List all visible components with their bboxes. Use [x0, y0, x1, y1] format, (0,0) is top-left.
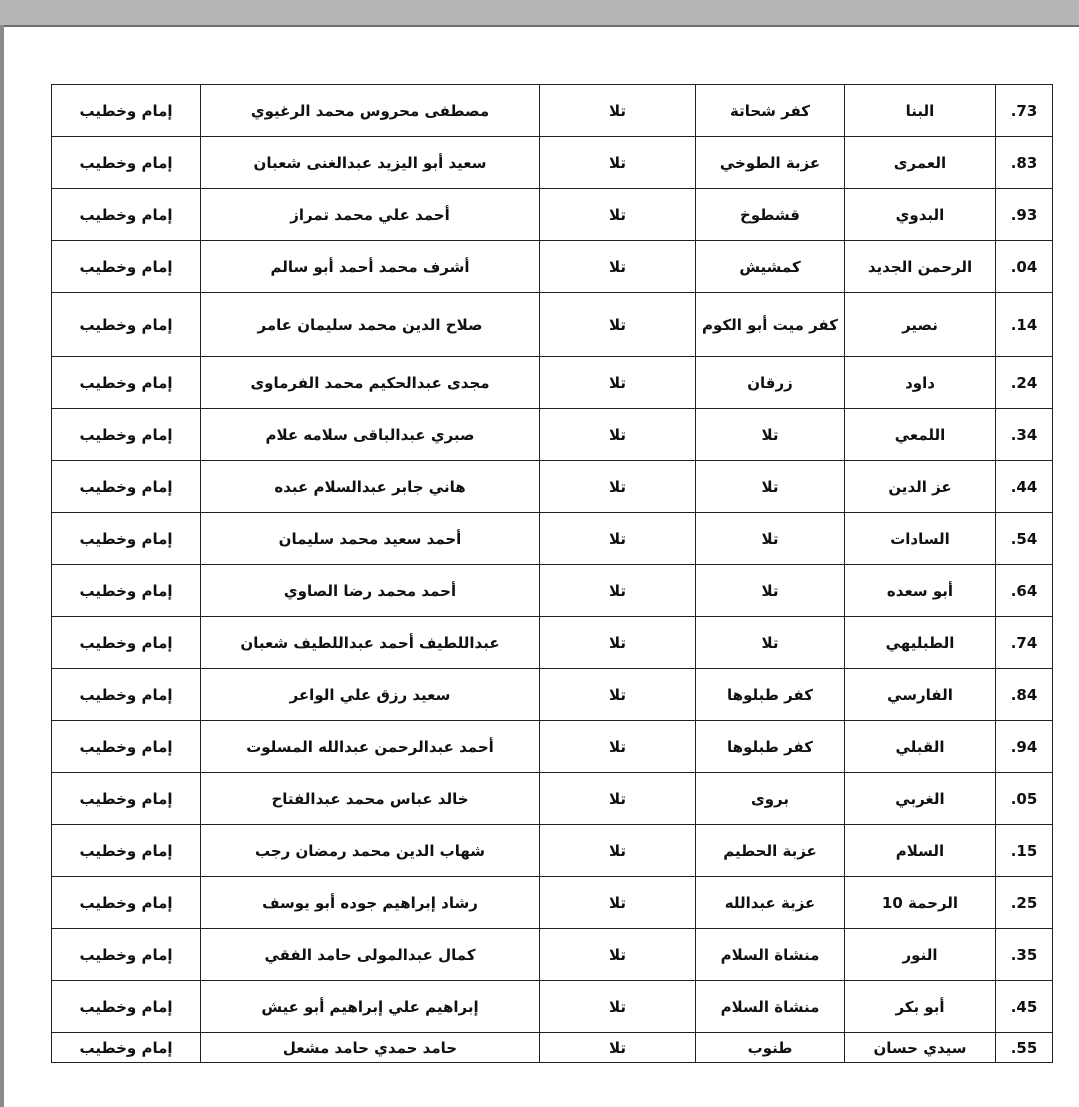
mosque-name-cell-text: أبو سعده [886, 581, 954, 600]
role-cell [52, 877, 201, 929]
center-cell-text: تلا [608, 945, 627, 964]
mosque-name-cell [845, 293, 996, 357]
imam-name-cell-text: صلاح الدين محمد سليمان عامر [257, 315, 483, 334]
imam-name-cell-text: عبداللطيف أحمد عبداللطيف شعبان [240, 633, 500, 652]
imam-name-cell-text: أحمد محمد رضا الصاوي [283, 581, 457, 600]
row-number [996, 293, 1053, 357]
mosque-name-cell-text: نصير [902, 315, 938, 334]
row-number-text: .45 [1010, 997, 1038, 1016]
imam-name-cell [201, 409, 540, 461]
row-number-text: .94 [1010, 737, 1038, 756]
mosque-name-cell-text: البنا [905, 101, 935, 120]
center-cell [540, 669, 696, 721]
mosque-name-cell-text: الرحمن الجديد [867, 257, 973, 276]
village-cell [696, 513, 845, 565]
row-number-text: .04 [1010, 257, 1038, 276]
table-row [52, 85, 1053, 137]
row-number-text: .25 [1010, 893, 1038, 912]
center-cell-text: تلا [608, 841, 627, 860]
imams-table [51, 84, 1053, 1063]
row-number [996, 409, 1053, 461]
center-cell-text: تلا [608, 315, 627, 334]
center-cell [540, 85, 696, 137]
role-cell [52, 825, 201, 877]
mosque-name-cell-text: داود [905, 373, 935, 392]
village-cell-text: تلا [761, 529, 779, 548]
table-row [52, 929, 1053, 981]
village-cell-text: كفر طبلوها [727, 685, 813, 704]
imam-name-cell-text: صبري عبدالباقى سلامه علام [265, 425, 475, 444]
mosque-name-cell [845, 669, 996, 721]
row-number-text: .14 [1010, 315, 1038, 334]
center-cell [540, 241, 696, 293]
mosque-name-cell [845, 929, 996, 981]
role-cell [52, 513, 201, 565]
village-cell-text: تلا [761, 477, 779, 496]
role-cell [52, 409, 201, 461]
center-cell [540, 981, 696, 1033]
village-cell-text: طنوب [747, 1038, 793, 1057]
mosque-name-cell [845, 241, 996, 293]
center-cell [540, 721, 696, 773]
imam-name-cell-text: خالد عباس محمد عبدالفتاح [271, 789, 469, 808]
role-cell [52, 617, 201, 669]
table-row [52, 669, 1053, 721]
village-cell [696, 1033, 845, 1063]
village-cell [696, 461, 845, 513]
imam-name-cell-text: أحمد عبدالرحمن عبدالله المسلوت [246, 737, 494, 756]
village-cell [696, 669, 845, 721]
table-row [52, 513, 1053, 565]
role-cell [52, 669, 201, 721]
imam-name-cell [201, 241, 540, 293]
imam-name-cell [201, 513, 540, 565]
role-cell [52, 773, 201, 825]
table-row [52, 721, 1053, 773]
role-cell-text: إمام وخطيب [79, 373, 173, 392]
window-top-bar [0, 0, 1079, 27]
village-cell [696, 929, 845, 981]
imam-name-cell-text: سعيد أبو اليزيد عبدالغنى شعبان [253, 153, 487, 172]
mosque-name-cell [845, 617, 996, 669]
role-cell-text: إمام وخطيب [79, 205, 173, 224]
imam-name-cell-text: رشاد إبراهيم جوده أبو يوسف [262, 893, 478, 912]
table-row [52, 1033, 1053, 1063]
imam-name-cell-text: أشرف محمد أحمد أبو سالم [270, 257, 470, 276]
imam-name-cell [201, 357, 540, 409]
row-number-text: .83 [1010, 153, 1038, 172]
table-row [52, 773, 1053, 825]
role-cell [52, 981, 201, 1033]
center-cell-text: تلا [608, 633, 627, 652]
role-cell-text: إمام وخطيب [79, 997, 173, 1016]
center-cell [540, 877, 696, 929]
role-cell [52, 1033, 201, 1063]
row-number-text: .24 [1010, 373, 1038, 392]
mosque-name-cell-text: الرحمة 10 [881, 893, 959, 912]
row-number-text: .84 [1010, 685, 1038, 704]
mosque-name-cell-text: السادات [890, 529, 950, 548]
imam-name-cell-text: أحمد علي محمد تمراز [290, 205, 450, 224]
mosque-name-cell-text: العمرى [893, 153, 947, 172]
imam-name-cell [201, 617, 540, 669]
imam-name-cell-text: سعيد رزق علي الواعر [289, 685, 451, 704]
role-cell-text: إمام وخطيب [79, 581, 173, 600]
table-row [52, 825, 1053, 877]
role-cell-text: إمام وخطيب [79, 789, 173, 808]
center-cell [540, 357, 696, 409]
row-number [996, 85, 1053, 137]
center-cell [540, 929, 696, 981]
imam-name-cell [201, 825, 540, 877]
village-cell-text: تلا [761, 633, 779, 652]
row-number [996, 357, 1053, 409]
center-cell [540, 461, 696, 513]
mosque-name-cell [845, 137, 996, 189]
table-row [52, 293, 1053, 357]
center-cell-text: تلا [608, 529, 627, 548]
center-cell-text: تلا [608, 737, 627, 756]
mosque-name-cell-text: النور [902, 945, 938, 964]
center-cell-text: تلا [608, 789, 627, 808]
center-cell [540, 293, 696, 357]
mosque-name-cell [845, 981, 996, 1033]
row-number [996, 617, 1053, 669]
imam-name-cell [201, 929, 540, 981]
village-cell [696, 85, 845, 137]
role-cell-text: إمام وخطيب [79, 425, 173, 444]
imam-name-cell-text: هاني جابر عبدالسلام عبده [274, 477, 466, 496]
table-row [52, 565, 1053, 617]
mosque-name-cell-text: اللمعي [894, 425, 946, 444]
imam-name-cell-text: شهاب الدين محمد رمضان رجب [254, 841, 486, 860]
row-number-text: .73 [1010, 101, 1038, 120]
village-cell [696, 825, 845, 877]
row-number [996, 565, 1053, 617]
role-cell-text: إمام وخطيب [79, 1038, 173, 1057]
role-cell-text: إمام وخطيب [79, 153, 173, 172]
row-number-text: .55 [1010, 1038, 1038, 1057]
mosque-name-cell [845, 877, 996, 929]
row-number [996, 929, 1053, 981]
row-number [996, 773, 1053, 825]
mosque-name-cell [845, 721, 996, 773]
center-cell-text: تلا [608, 997, 627, 1016]
village-cell-text: زرقان [747, 373, 793, 392]
mosque-name-cell-text: البدوي [895, 205, 945, 224]
imam-name-cell [201, 721, 540, 773]
role-cell-text: إمام وخطيب [79, 529, 173, 548]
village-cell-text: عزبة الحطيم [723, 841, 817, 860]
mosque-name-cell [845, 85, 996, 137]
center-cell [540, 617, 696, 669]
role-cell-text: إمام وخطيب [79, 477, 173, 496]
row-number [996, 137, 1053, 189]
village-cell-text: بروى [750, 789, 790, 808]
row-number [996, 981, 1053, 1033]
village-cell [696, 981, 845, 1033]
village-cell-text: تلا [761, 425, 779, 444]
role-cell-text: إمام وخطيب [79, 315, 173, 334]
role-cell [52, 565, 201, 617]
center-cell [540, 513, 696, 565]
role-cell-text: إمام وخطيب [79, 101, 173, 120]
role-cell-text: إمام وخطيب [79, 841, 173, 860]
table-row [52, 189, 1053, 241]
row-number [996, 461, 1053, 513]
village-cell-text: كفر طبلوها [727, 737, 813, 756]
center-cell-text: تلا [608, 685, 627, 704]
imam-name-cell [201, 293, 540, 357]
mosque-name-cell [845, 825, 996, 877]
mosque-name-cell [845, 409, 996, 461]
imam-name-cell-text: مجدى عبدالحكيم محمد الفرماوى [250, 373, 490, 392]
imam-name-cell [201, 1033, 540, 1063]
imam-name-cell [201, 877, 540, 929]
imam-name-cell [201, 85, 540, 137]
imam-name-cell [201, 565, 540, 617]
center-cell-text: تلا [608, 153, 627, 172]
imam-name-cell-text: كمال عبدالمولى حامد الفقي [264, 945, 476, 964]
row-number [996, 241, 1053, 293]
village-cell [696, 293, 845, 357]
role-cell [52, 241, 201, 293]
role-cell-text: إمام وخطيب [79, 633, 173, 652]
row-number [996, 877, 1053, 929]
center-cell-text: تلا [608, 1038, 627, 1057]
village-cell [696, 241, 845, 293]
mosque-name-cell [845, 565, 996, 617]
table-row [52, 409, 1053, 461]
role-cell [52, 929, 201, 981]
mosque-name-cell [845, 773, 996, 825]
role-cell-text: إمام وخطيب [79, 257, 173, 276]
imam-name-cell [201, 981, 540, 1033]
role-cell [52, 293, 201, 357]
village-cell-text: منشاة السلام [720, 945, 820, 964]
imam-name-cell [201, 137, 540, 189]
village-cell-text: منشاة السلام [720, 997, 820, 1016]
table-row [52, 877, 1053, 929]
village-cell-text: عزبة عبدالله [724, 893, 816, 912]
village-cell [696, 357, 845, 409]
village-cell [696, 773, 845, 825]
table-row [52, 461, 1053, 513]
center-cell-text: تلا [608, 893, 627, 912]
role-cell [52, 137, 201, 189]
row-number-text: .93 [1010, 205, 1038, 224]
role-cell-text: إمام وخطيب [79, 945, 173, 964]
village-cell [696, 617, 845, 669]
center-cell-text: تلا [608, 101, 627, 120]
center-cell-text: تلا [608, 477, 627, 496]
role-cell [52, 85, 201, 137]
village-cell [696, 409, 845, 461]
mosque-name-cell-text: الفارسي [887, 685, 953, 704]
table-row [52, 617, 1053, 669]
village-cell-text: كفر شحاتة [730, 101, 810, 120]
imams-table-body [52, 85, 1053, 1063]
village-cell [696, 189, 845, 241]
mosque-name-cell [845, 513, 996, 565]
center-cell [540, 1033, 696, 1063]
role-cell [52, 357, 201, 409]
row-number [996, 513, 1053, 565]
role-cell-text: إمام وخطيب [79, 737, 173, 756]
row-number-text: .35 [1010, 945, 1038, 964]
village-cell [696, 565, 845, 617]
row-number-text: .74 [1010, 633, 1038, 652]
mosque-name-cell [845, 189, 996, 241]
village-cell [696, 137, 845, 189]
table-row [52, 137, 1053, 189]
center-cell-text: تلا [608, 425, 627, 444]
center-cell [540, 773, 696, 825]
center-cell-text: تلا [608, 581, 627, 600]
center-cell [540, 409, 696, 461]
row-number [996, 721, 1053, 773]
mosque-name-cell [845, 461, 996, 513]
row-number [996, 669, 1053, 721]
mosque-name-cell-text: الغربي [895, 789, 945, 808]
role-cell [52, 461, 201, 513]
center-cell-text: تلا [608, 205, 627, 224]
row-number [996, 1033, 1053, 1063]
table-row [52, 981, 1053, 1033]
center-cell-text: تلا [608, 373, 627, 392]
village-cell-text: كفر ميت أبو الكوم [702, 315, 838, 334]
row-number-text: .34 [1010, 425, 1038, 444]
center-cell [540, 137, 696, 189]
village-cell-text: عزبة الطوخي [719, 153, 821, 172]
mosque-name-cell-text: عز الدين [888, 477, 952, 496]
row-number [996, 189, 1053, 241]
village-cell-text: تلا [761, 581, 779, 600]
row-number-text: .05 [1010, 789, 1038, 808]
village-cell-text: كمشيش [739, 257, 801, 276]
row-number-text: .54 [1010, 529, 1038, 548]
mosque-name-cell [845, 357, 996, 409]
imam-name-cell [201, 669, 540, 721]
village-cell-text: قشطوخ [740, 205, 800, 224]
role-cell-text: إمام وخطيب [79, 685, 173, 704]
village-cell [696, 877, 845, 929]
table-row [52, 357, 1053, 409]
imam-name-cell-text: حامد حمدي حامد مشعل [282, 1038, 458, 1057]
village-cell [696, 721, 845, 773]
imam-name-cell [201, 773, 540, 825]
imam-name-cell [201, 189, 540, 241]
center-cell [540, 565, 696, 617]
mosque-name-cell-text: الطبليهي [885, 633, 955, 652]
role-cell [52, 721, 201, 773]
row-number-text: .15 [1010, 841, 1038, 860]
row-number-text: .64 [1010, 581, 1038, 600]
mosque-name-cell-text: سيدي حسان [873, 1038, 967, 1057]
imam-name-cell-text: أحمد سعيد محمد سليمان [278, 529, 462, 548]
mosque-name-cell-text: السلام [895, 841, 945, 860]
center-cell [540, 825, 696, 877]
mosque-name-cell-text: القبلي [895, 737, 945, 756]
row-number-text: .44 [1010, 477, 1038, 496]
mosque-name-cell-text: أبو بكر [895, 997, 945, 1016]
center-cell-text: تلا [608, 257, 627, 276]
role-cell [52, 189, 201, 241]
imam-name-cell-text: إبراهيم علي إبراهيم أبو عيش [261, 997, 479, 1016]
imam-name-cell [201, 461, 540, 513]
center-cell [540, 189, 696, 241]
mosque-name-cell [845, 1033, 996, 1063]
table-row [52, 241, 1053, 293]
row-number [996, 825, 1053, 877]
imam-name-cell-text: مصطفى محروس محمد الرغيوي [250, 101, 490, 120]
role-cell-text: إمام وخطيب [79, 893, 173, 912]
